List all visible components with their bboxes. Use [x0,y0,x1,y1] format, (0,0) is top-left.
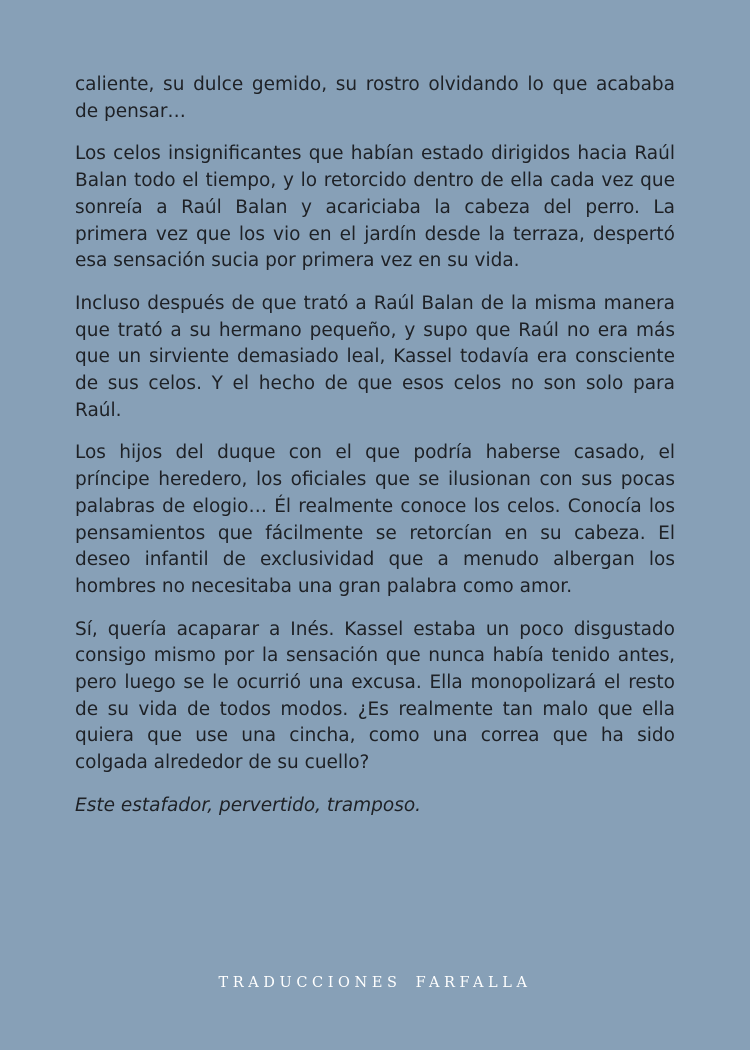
paragraph-1: caliente, su dulce gemido, su rostro olvidando lo que acababa de pensar… [75,74,675,122]
paragraph-2: Los celos insignificantes que habían estado dirigidos hacia Raúl Balan todo el tiempo, y lo retorcido dentro de ella cada vez que sonreía a Raúl Balan y acariciaba la cabeza del perro. La primera vez que los vio en el jardín desde la terraza, despertó esa sensación sucia por primera vez en su vida. [75,143,675,272]
paragraph-5: Sí, quería acaparar a Inés. Kassel estaba un poco disgustado consigo mismo por la sensación que nunca había tenido antes, pero luego se le ocurrió una excusa. Ella monopolizará el resto de su vida de todos modos. ¿Es realmente tan malo que ella quiera que use una cincha, como una correa que ha sido colgada alrededor de su cuello? [75,618,675,774]
paragraph-4: Los hijos del duque con el que podría haberse casado, el príncipe heredero, los oficiales que se ilusionan con sus pocas palabras de elogio… Él realmente conoce los celos. Conocía los pensamientos que fácilmente se retorcían en su cabeza. El deseo infantil de exclusividad que a menudo albergan los hombres no necesitaba una gran palabra como amor. [75,442,675,597]
footer-word-farfalla: FARFALLA [415,975,532,991]
footer-word-traducciones: TRADUCCIONES [218,975,402,991]
footer-credit [0,975,750,991]
page-body [75,72,675,836]
paragraph-3: Incluso después de que trató a Raúl Balan de la misma manera que trató a su hermano pequeño, y supo que Raúl no era más que un sirviente demasiado leal, Kassel todavía era consciente de sus celos. Y el hecho de que esos celos no son solo para Raúl. [75,292,675,421]
closing-italic-line: Este estafador, pervertido, tramposo. [75,794,422,816]
